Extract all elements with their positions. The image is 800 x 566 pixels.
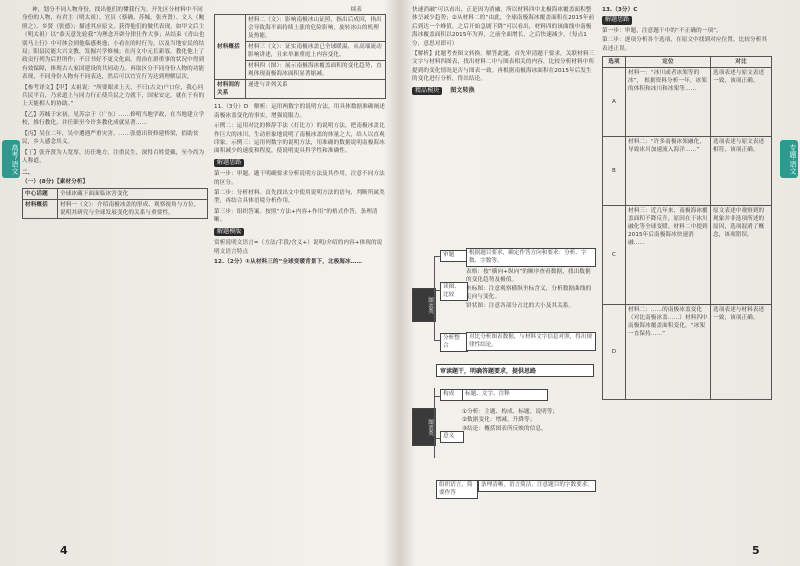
tree-connector: [431, 424, 435, 425]
table-cell: 材料四（图）：展示南极海冰覆盖面积的变化趋势，直观体现南极海冰面积显著缩减。: [246, 61, 386, 80]
table-row: [603, 305, 772, 400]
tree-connector: [434, 256, 435, 340]
table-cell: 选项表述与原文表述一致，该项正确。: [711, 68, 772, 137]
tree-node-meaning: 意义: [440, 431, 464, 443]
paragraph: 【丁】张齐贤为人宽厚，历任地方，注重民生，深得百姓爱戴，至今尚为人称道。: [22, 149, 205, 164]
analysis-table: [22, 188, 208, 219]
table-cell: 原文表述中观察到的现象并非选项所述的原因，选项混淆了概念，该项错误。: [711, 206, 772, 305]
right-side-tab: 专题·语文: [780, 140, 798, 178]
knowledge-tree: [412, 248, 596, 548]
page-number: 4: [60, 544, 68, 557]
table-cell: C: [603, 206, 626, 305]
table-cell: 选项表述与材料表述一致，该项正确。: [711, 305, 772, 400]
table-header-row: [603, 57, 772, 68]
tree-node-list: [462, 408, 592, 433]
template-text: 赏析说明文语言=（方法/手段/含义+）说明/介绍的内容+体现的说明文语言特点: [214, 240, 383, 255]
paragraph: 神，划分不同人物身份，找出他们的懂我行为。开先区分材料中不同身份的人物，有君主（明太祖）、官员（蔡确、苏缄、张齐贤）、文人（鲍照之）、乡贤（张德）；描述其应原文，获得他们的做代表现，如甲文后主（明太祖）以“恭天意先轮我”为理念开辟分律仕作大事；从结束《青山也别马上行》中可体会到他临感奥逸；小看在的时行为，以及当地安民的结局；阳县民能大兴文教，发掘兴学修城；在丙文中元长新寡，教化他上了政贡行列为后世所作；不日书好不更文化面，得治在群重事的状况中得到有效保障，体现古人家国建设的共同动力。再取区分不同身份人物的功能表现，不同身份人物有不同表达，然后可以宜宣行为达到理解层次。: [22, 7, 205, 81]
answer-11-detail: 示例二：运用对比的修辞手法（打比方）的说明方法，把南极冰盖比作巨大的冰川，生动形象地说明了南极冰盖的体量之大，给人以直观印象。示例三：运用列数字的说明方法，用准确的数据说明南极海冰面积减少的速度和程度，使说明更具科学性和准确性。: [214, 123, 385, 155]
tree-node-read: 读图、比较: [440, 282, 468, 301]
section-badge: 解题思路: [602, 16, 632, 24]
table-row: [603, 68, 772, 137]
tree-bar: 审读题干，明确答题要求，提供思路: [436, 364, 594, 377]
step-2: 第二步：逐项分析各个选项，在原文中找到对应位置，比较分析其表述正误。: [602, 37, 768, 52]
table-cell: 材料二：“许多南极冰架融化，导致冰川加速流入海洋……”: [626, 137, 711, 206]
step-1: 第一步：审题，注意题干中的“不正确的一项”。: [602, 27, 722, 34]
answer-11: 11.（3分）D 解析：运用两数字的说明方法，用具体数据准确阐述南极冰盖变化的事实，增强说服力。: [214, 104, 385, 119]
tree-line: 坐标图：注意观察横纵坐标含义，分析数据曲线的走向与变化。: [466, 285, 592, 301]
table-row: [603, 137, 772, 206]
tree-node-compose: 组织语言，简要作答: [436, 480, 478, 499]
tree-line: 表格：按“横向+纵向”的顺序查看数据，找出数据的变化趋势及极值。: [466, 269, 591, 284]
options-table: [602, 56, 772, 400]
section-badge: 解题模版: [214, 228, 244, 236]
right-col2: [602, 6, 772, 400]
table-cell: 材料概括: [215, 15, 246, 80]
continued-table: [214, 14, 386, 99]
table-header: 选项: [603, 57, 626, 68]
table-cell: 材料三：近几年来，南极海冰覆盖面积不降反升，原因在于冰川融化等全球变暖。材料二中提到2015年后南极海冰快速消融……: [626, 206, 711, 305]
table-cell: 全球冰藏下面面临冰害变化: [58, 189, 208, 200]
paragraph: 【参考译文】【甲】太祖说：“所要眼求上天，不只(古文)户口位，我心问兵民平百，乃求道上与同力行正使兵民之力就下，国家安定，就在于有的上天能相人的协助。”: [22, 84, 205, 108]
question-label: （一）(8分)【素材分析】: [22, 178, 89, 185]
table-cell: 选项表述与原文表述相符，该项正确。: [711, 137, 772, 206]
tree-line: 饼状图：注意各部分占比的大小及其关系。: [466, 302, 575, 309]
table-cell: 材料二：……的南极冰盖变化（对比南极冰盖……）材料四中南极海冰覆盖面积变化，“冰架一直保持……”: [626, 305, 711, 400]
left-page: [0, 0, 398, 566]
paragraph: 【乙】苏缄于宋初，见苏宗于（广东）……修明当地学政，在当地建立学校，推行教化，并任职至今许多教化成就显著……: [22, 111, 205, 127]
answer-13: 13.（3分）C: [602, 7, 638, 13]
step-1: 第一步：审题。题干明确要求分析说明方法及其作用，注意不同方法的区分。: [214, 171, 385, 186]
table-header: 对比: [711, 57, 772, 68]
table-cell: 材料一：“冰川或者冰架等的冰”， 根据资料分析一年，冰架的体积和冰川和冰架等……: [626, 68, 711, 137]
section-heading: 二、: [22, 170, 34, 177]
right-page: [402, 0, 800, 566]
tree-node-review: 审题: [440, 250, 468, 262]
tree-subtitle: 图文转换: [450, 86, 475, 94]
tree-node-structure: 构成: [440, 389, 464, 401]
table-cell: 材料间的关系: [215, 80, 246, 99]
tree-node-text: 对比分析图表数据，与材料文字信息对照，得出规律性结论。: [466, 332, 596, 351]
table-cell: 中心话题: [23, 189, 58, 200]
tree-root: 图表类: [412, 288, 436, 322]
table-cell: B: [603, 137, 626, 206]
table-row: [215, 15, 386, 42]
paragraph: 快速消融”可以看出，正是因为消融，所以材料四中北极海冰覆盖面积整体呈减少趋势；②从材料二的“由此，全球南极海冰覆盖面积在2015年前后到达一个峰值，之后开始急剧下降”可以看出，材料四的该曲线中南极海冰覆盖面积以2015年为界，之前全面增长，之后快速减少。（每点1分，意思对即可）: [412, 7, 595, 47]
table-cell: 材料一（文）：介绍南极冰盖的形成、观察视角与方位，说明其研究与全球发展变化的关系与重要性。: [58, 200, 208, 219]
paragraph: 【解析】此题考查图文转换。解答此题，首先审清题干要求，关联材料三文字与材料四图表，找出材料二中与图表相关的内容，比较分析材料中所提到的变化情况是否与图表一致。再根据南极海冰面积在2015年后发生的变化进行分析，得出结论。: [412, 51, 595, 83]
section-badge: 精品模块: [412, 87, 442, 95]
step-2: 第二步：分析材料。首先找出文中使用说明方法的语句，判断所属类型，再结合具体语境分析作用。: [214, 190, 385, 205]
table-cell: 材料概括: [23, 200, 58, 219]
tree-connector: [434, 388, 435, 458]
tree-root-2: 图表类: [412, 408, 436, 446]
table-cell: D: [603, 305, 626, 400]
table-cell: 递进与并列关系: [246, 80, 386, 99]
page-number: 5: [752, 544, 760, 557]
paragraph: 【丙】吴在二年，吴中遭遇严重灾害。……张德出资修建桥梁，捐助贫民，乡人感念其义。: [22, 130, 199, 146]
tree-node-analyze: 分析整合: [440, 333, 468, 352]
table-cell: A: [603, 68, 626, 137]
tree-node-text: 标题、文字、注释: [462, 389, 548, 401]
table-row: [23, 189, 208, 200]
tree-connector: [431, 303, 435, 304]
right-col1: [412, 6, 596, 98]
section-badge: 解题思路: [214, 159, 244, 167]
step-3: 第三步：组织答案。按照“方法+内容+作用”的格式作答，条理清晰。: [214, 208, 378, 224]
table-continued-label: 续表: [350, 7, 362, 13]
table-row: [215, 80, 386, 99]
tree-node-text: 条理清晰，语言简洁，注意题目的字数要求。: [478, 480, 596, 492]
left-col2: [214, 6, 386, 266]
table-row: [23, 200, 208, 219]
left-side-tab: 高考·语文: [2, 140, 20, 178]
tree-line: ②数据变化：增减、升降等；: [462, 417, 536, 424]
tree-line: ③结论：概括图表所反映的信息。: [462, 425, 547, 432]
question-12: 12.（2分）①从材料三的“全球变暖背景下，北极海冰……: [214, 258, 363, 265]
table-cell: 材料三（文）：证实南极冰盖已全球暖温，从高端流动影响讲述，且来举兼重庭上内容变化。: [246, 42, 386, 61]
table-cell: 材料二（文）：影响南极冰山证照，指出后成因，指出会导致海平面持续上涨的危险影响，旋转冰山的机理及热能。: [246, 15, 386, 42]
table-row: [603, 206, 772, 305]
tree-node-text: 根据题目要求，确定作答方向和要求：分析、字数、字数等。: [466, 248, 596, 267]
left-col1: [22, 6, 208, 219]
tree-line: ①分析：主题、构成、标题、说明等；: [462, 409, 559, 415]
table-header: 定位: [626, 57, 711, 68]
tree-node-list: [466, 268, 594, 310]
